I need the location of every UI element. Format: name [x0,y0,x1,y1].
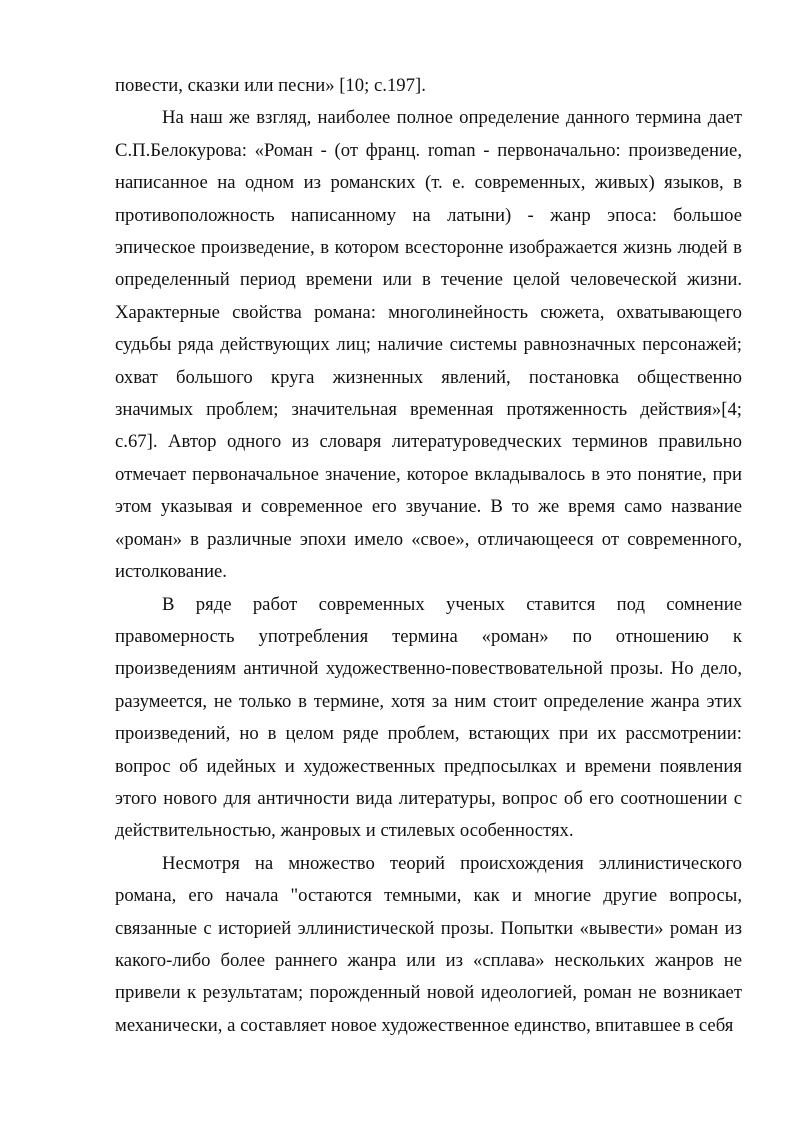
document-page [115,70,742,1042]
paragraph-continuation: повести, сказки или песни» [10; с.197]. [115,75,426,96]
paragraph-belokurova-definition: На наш же взгляд, наиболее полное определение данного термина дает С.П.Белокурова: «Роман - (от франц. roman - первоначально: произведение, написанное на одном из романских (т. е. современных, живых) языков, в противоположность написанному на латыни) - жанр эпоса: большое эпическое произведение, в котором всесторонне изображается жизнь людей в определенный период времени или в течение целой человеческой жизни. Характерные свойства романа: многолинейность сюжета, охватывающего судьбы ряда действующих лиц; наличие системы равнозначных персонажей; охват большого круга жизненных явлений, постановка общественно значимых проблем; значительная временная протяженность действия»[4; с.67]. Автор одного из словаря литературоведческих терминов правильно отмечает первоначальное значение, которое вкладывалось в это понятие, при этом указывая и современное его звучание. В то же время само название «роман» в различные эпохи имело «свое», отличающееся от современного, истолкование. [115,107,742,583]
paragraph-term-doubt: В ряде работ современных ученых ставится под сомнение правомерность употребления термина «роман» по отношению к произведениям античной художественно-повествовательной прозы. Но дело, разумеется, не только в термине, хотя за ним стоит определение жанра этих произведений, но в целом ряде проблем, встающих при их рассмотрении: вопрос об идейных и художественных предпосылках и времени появления этого нового для античности вида литературы, вопрос об его соотношении с действительностью, жанровых и стилевых особенностях. [115,593,742,842]
paragraph-origin-theories: Несмотря на множество теорий происхождения эллинистического романа, его начала "остаются темными, как и многие другие вопросы, связанные с историей эллинистической прозы. Попытки «вывести» роман из какого-либо более раннего жанра или из «сплава» нескольких жанров не привели к результатам; порожденный новой идеологией, роман не возникает механически, а составляет новое художественное единство, впитавшее в себя [115,852,742,1036]
